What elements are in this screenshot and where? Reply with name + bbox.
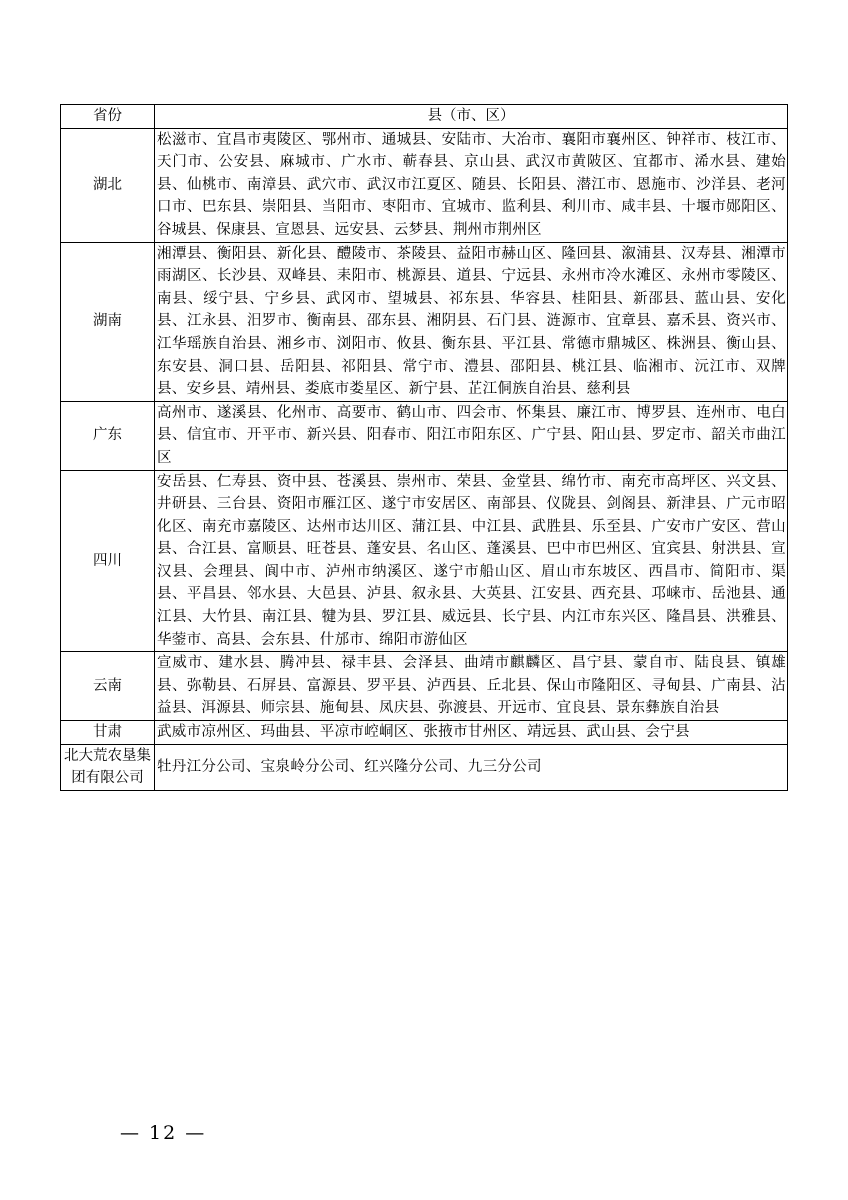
counties-cell: 松滋市、宜昌市夷陵区、鄂州市、通城县、安陆市、大冶市、襄阳市襄州区、钟祥市、枝江市、天门市、公安县、麻城市、广水市、蕲春县、京山县、武汉市黄陂区、宜都市、浠水县、建始县、仙桃市、南漳县、武穴市、武汉市江夏区、随县、长阳县、潜江市、恩施市、沙洋县、老河口市、巴东县、崇阳县、当阳市、枣阳市、宜城市、监利县、利川市、咸丰县、十堰市郧阳区、谷城县、保康县、宣恩县、远安县、云梦县、荆州市荆州区: [155, 128, 788, 242]
province-cell: 湖北: [61, 128, 155, 242]
province-cell: 广东: [61, 401, 155, 470]
county-list-table: [60, 104, 788, 791]
header-province: 省份: [61, 105, 155, 129]
table-row-beidahuang: [61, 744, 788, 790]
table-row-hunan: [61, 242, 788, 401]
province-cell: 湖南: [61, 242, 155, 401]
counties-cell: 安岳县、仁寿县、资中县、苍溪县、崇州市、荣县、金堂县、绵竹市、南充市高坪区、兴文县、井研县、三台县、资阳市雁江区、遂宁市安居区、南部县、仪陇县、剑阁县、新津县、广元市昭化区、南充市嘉陵区、达州市达川区、蒲江县、中江县、武胜县、乐至县、广安市广安区、营山县、合江县、富顺县、旺苍县、蓬安县、名山区、蓬溪县、巴中市巴州区、宜宾县、射洪县、宣汉县、会理县、阆中市、泸州市纳溪区、遂宁市船山区、眉山市东坡区、西昌市、简阳市、渠县、平昌县、邻水县、大邑县、泸县、叙永县、大英县、江安县、西充县、邛崃市、岳池县、通江县、大竹县、南江县、犍为县、罗江县、威远县、长宁县、内江市东兴区、隆昌县、洪雅县、华蓥市、高县、会东县、什邡市、绵阳市游仙区: [155, 470, 788, 652]
province-cell: 云南: [61, 652, 155, 721]
province-cell: 甘肃: [61, 721, 155, 745]
header-counties: 县（市、区）: [155, 105, 788, 129]
table-row-guangdong: [61, 401, 788, 470]
counties-cell: 宣威市、建水县、腾冲县、禄丰县、会泽县、曲靖市麒麟区、昌宁县、蒙自市、陆良县、镇雄县、弥勒县、石屏县、富源县、罗平县、泸西县、丘北县、保山市隆阳区、寻甸县、广南县、沾益县、洱源县、师宗县、施甸县、凤庆县、弥渡县、开远市、宜良县、景东彝族自治县: [155, 652, 788, 721]
page-number: — 12 —: [120, 1122, 207, 1144]
counties-cell: 高州市、遂溪县、化州市、高要市、鹤山市、四会市、怀集县、廉江市、博罗县、连州市、电白县、信宜市、开平市、新兴县、阳春市、阳江市阳东区、广宁县、阳山县、罗定市、韶关市曲江区: [155, 401, 788, 470]
counties-cell: 湘潭县、衡阳县、新化县、醴陵市、茶陵县、益阳市赫山区、隆回县、溆浦县、汉寿县、湘潭市雨湖区、长沙县、双峰县、耒阳市、桃源县、道县、宁远县、永州市冷水滩区、永州市零陵区、南县、绥宁县、宁乡县、武冈市、望城县、祁东县、华容县、桂阳县、新邵县、蓝山县、安化县、江永县、汨罗市、衡南县、邵东县、湘阴县、石门县、涟源市、宜章县、嘉禾县、资兴市、江华瑶族自治县、湘乡市、浏阳市、攸县、衡东县、平江县、常德市鼎城区、株洲县、衡山县、东安县、洞口县、岳阳县、祁阳县、常宁市、澧县、邵阳县、桃江县、临湘市、沅江市、双牌县、安乡县、靖州县、娄底市娄星区、新宁县、芷江侗族自治县、慈利县: [155, 242, 788, 401]
table-row-hubei: [61, 128, 788, 242]
counties-cell: 武威市凉州区、玛曲县、平凉市崆峒区、张掖市甘州区、靖远县、武山县、会宁县: [155, 721, 788, 745]
counties-cell: 牡丹江分公司、宝泉岭分公司、红兴隆分公司、九三分公司: [155, 744, 788, 790]
table-row-gansu: [61, 721, 788, 745]
table-row-yunnan: [61, 652, 788, 721]
province-cell: 北大荒农垦集团有限公司: [61, 744, 155, 790]
table-row-sichuan: [61, 470, 788, 652]
table-header-row: [61, 105, 788, 129]
province-cell: 四川: [61, 470, 155, 652]
